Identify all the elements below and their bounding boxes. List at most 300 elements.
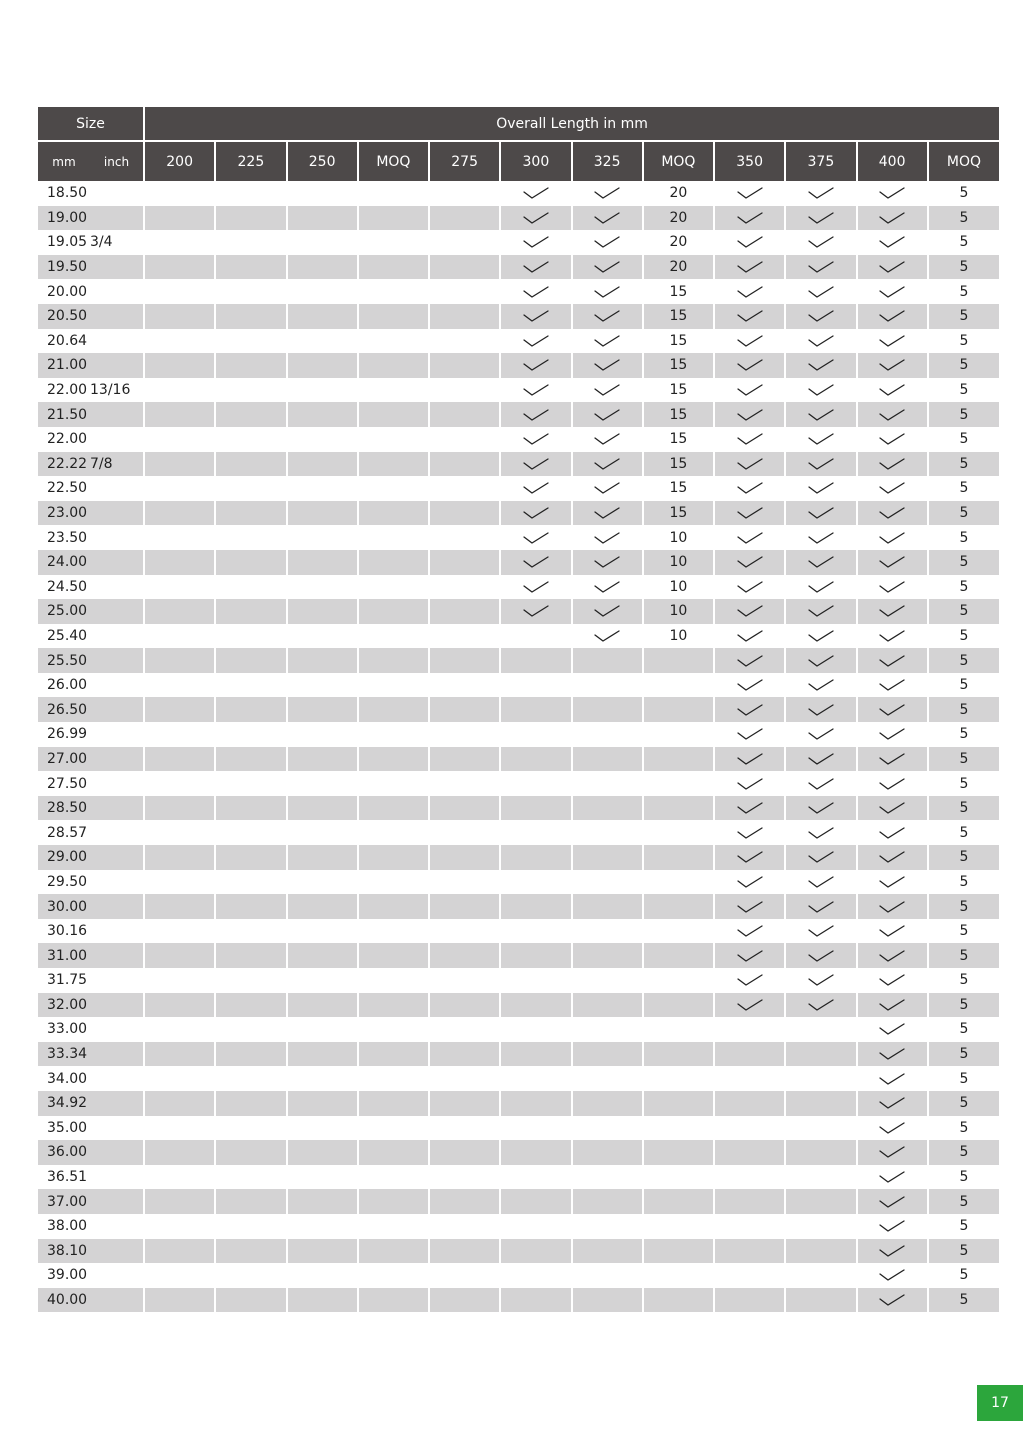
- column-header: MOQ: [643, 141, 714, 181]
- empty-cell: [358, 230, 429, 255]
- table-row: [38, 255, 999, 280]
- moq-cell: 5: [928, 1017, 999, 1042]
- empty-cell: [572, 1017, 643, 1042]
- empty-cell: [500, 673, 571, 698]
- empty-cell: [572, 796, 643, 821]
- check-mark-icon: [879, 654, 905, 668]
- check-mark-icon: [879, 334, 905, 348]
- empty-cell: [215, 452, 286, 477]
- availability-cell: [857, 255, 928, 280]
- empty-cell: [429, 402, 500, 427]
- empty-cell: [287, 255, 358, 280]
- empty-cell: [714, 1042, 785, 1067]
- moq-cell: 5: [928, 771, 999, 796]
- check-mark-icon: [879, 358, 905, 372]
- empty-cell: [358, 181, 429, 206]
- check-mark-icon: [808, 801, 834, 815]
- check-mark-icon: [879, 1022, 905, 1036]
- empty-cell: [429, 501, 500, 526]
- availability-cell: [572, 329, 643, 354]
- empty-cell: [358, 452, 429, 477]
- check-mark-icon: [594, 580, 620, 594]
- size-mm-cell: 21.50: [38, 402, 90, 427]
- empty-cell: [215, 1017, 286, 1042]
- empty-cell: [785, 1263, 856, 1288]
- empty-cell: [429, 624, 500, 649]
- size-mm-cell: 26.50: [38, 697, 90, 722]
- column-header: 300: [500, 141, 571, 181]
- availability-cell: [572, 452, 643, 477]
- availability-cell: [857, 206, 928, 231]
- availability-cell: [572, 599, 643, 624]
- moq-cell: 15: [643, 378, 714, 403]
- size-inch-cell: [90, 181, 144, 206]
- size-mm-cell: 36.00: [38, 1140, 90, 1165]
- empty-cell: [358, 943, 429, 968]
- availability-cell: [857, 1042, 928, 1067]
- size-mm-cell: 34.00: [47, 1070, 88, 1087]
- size-mm-cell: 31.00: [38, 943, 90, 968]
- size-mm-cell: 28.50: [38, 796, 90, 821]
- empty-cell: [785, 1189, 856, 1214]
- empty-cell: [144, 697, 215, 722]
- check-mark-icon: [594, 309, 620, 323]
- empty-cell: [358, 1263, 429, 1288]
- moq-cell: 15: [643, 353, 714, 378]
- size-inch-cell: [90, 870, 144, 895]
- empty-cell: [429, 919, 500, 944]
- table-row: [38, 845, 999, 870]
- empty-cell: [144, 402, 215, 427]
- check-mark-icon: [879, 1145, 905, 1159]
- check-mark-icon: [523, 211, 549, 225]
- empty-cell: [215, 1189, 286, 1214]
- availability-cell: [572, 402, 643, 427]
- check-mark-icon: [737, 703, 763, 717]
- empty-cell: [358, 599, 429, 624]
- empty-cell: [144, 304, 215, 329]
- empty-cell: [144, 894, 215, 919]
- moq-cell: 5: [928, 378, 999, 403]
- check-mark-icon: [879, 1219, 905, 1233]
- empty-cell: [429, 550, 500, 575]
- empty-cell: [287, 1165, 358, 1190]
- table-row: [38, 1288, 999, 1313]
- empty-cell: [358, 575, 429, 600]
- size-mm-cell: 21.00: [38, 353, 90, 378]
- table-row: [38, 181, 999, 206]
- size-mm-cell: 20.64: [47, 332, 88, 349]
- availability-cell: [785, 624, 856, 649]
- check-mark-icon: [879, 629, 905, 643]
- check-mark-icon: [879, 531, 905, 545]
- check-mark-icon: [737, 678, 763, 692]
- check-mark-icon: [594, 235, 620, 249]
- size-mm-cell: 20.00: [47, 283, 88, 300]
- empty-cell: [144, 1288, 215, 1313]
- size-mm-cell: 39.00: [47, 1267, 88, 1284]
- availability-cell: [714, 181, 785, 206]
- check-mark-icon: [594, 629, 620, 643]
- table-row: [38, 353, 999, 378]
- availability-cell: [785, 894, 856, 919]
- table-row: [38, 722, 999, 747]
- availability-cell: [572, 255, 643, 280]
- empty-cell: [785, 1017, 856, 1042]
- availability-cell: [714, 255, 785, 280]
- empty-cell: [572, 1042, 643, 1067]
- availability-cell: [572, 476, 643, 501]
- empty-cell: [572, 1165, 643, 1190]
- check-mark-icon: [737, 309, 763, 323]
- check-mark-icon: [808, 260, 834, 274]
- availability-cell: [857, 1017, 928, 1042]
- check-mark-icon: [523, 186, 549, 200]
- availability-cell: [500, 353, 571, 378]
- size-inch-cell: [90, 845, 144, 870]
- empty-cell: [429, 993, 500, 1018]
- empty-cell: [144, 1239, 215, 1264]
- empty-cell: [500, 771, 571, 796]
- size-mm-cell: 22.00: [47, 431, 88, 448]
- column-header: MOQ: [358, 141, 429, 181]
- empty-cell: [287, 353, 358, 378]
- empty-cell: [643, 894, 714, 919]
- empty-cell: [215, 230, 286, 255]
- availability-cell: [500, 427, 571, 452]
- empty-cell: [572, 722, 643, 747]
- check-mark-icon: [879, 678, 905, 692]
- moq-cell: 20: [643, 181, 714, 206]
- empty-cell: [714, 1239, 785, 1264]
- moq-cell: 5: [928, 1140, 999, 1165]
- empty-cell: [215, 501, 286, 526]
- availability-cell: [857, 1263, 928, 1288]
- moq-cell: 5: [928, 525, 999, 550]
- size-inch-cell: [90, 599, 144, 624]
- check-mark-icon: [879, 875, 905, 889]
- availability-cell: [500, 599, 571, 624]
- empty-cell: [429, 771, 500, 796]
- size-mm-cell: 25.40: [47, 627, 88, 644]
- check-mark-icon: [808, 235, 834, 249]
- empty-cell: [215, 673, 286, 698]
- moq-cell: 5: [928, 1189, 999, 1214]
- availability-cell: [500, 206, 571, 231]
- empty-cell: [144, 993, 215, 1018]
- table-row: [38, 747, 999, 772]
- empty-cell: [215, 894, 286, 919]
- empty-cell: [215, 550, 286, 575]
- availability-cell: [785, 575, 856, 600]
- empty-cell: [287, 993, 358, 1018]
- check-mark-icon: [879, 1195, 905, 1209]
- empty-cell: [643, 1239, 714, 1264]
- moq-cell: 5: [928, 1214, 999, 1239]
- table-row: [38, 919, 999, 944]
- check-mark-icon: [737, 531, 763, 545]
- check-mark-icon: [594, 531, 620, 545]
- moq-cell: 10: [643, 525, 714, 550]
- table-row: [38, 279, 999, 304]
- empty-cell: [714, 1116, 785, 1141]
- empty-cell: [215, 304, 286, 329]
- empty-cell: [358, 673, 429, 698]
- check-mark-icon: [879, 998, 905, 1012]
- availability-cell: [785, 378, 856, 403]
- availability-cell: [857, 304, 928, 329]
- availability-cell: [572, 624, 643, 649]
- check-mark-icon: [737, 826, 763, 840]
- empty-cell: [572, 1091, 643, 1116]
- empty-cell: [714, 1288, 785, 1313]
- availability-cell: [857, 427, 928, 452]
- size-mm-cell: 23.50: [47, 529, 88, 546]
- empty-cell: [429, 1214, 500, 1239]
- size-inch-cell: [90, 968, 144, 993]
- check-mark-icon: [879, 186, 905, 200]
- check-mark-icon: [737, 334, 763, 348]
- empty-cell: [144, 673, 215, 698]
- empty-cell: [572, 771, 643, 796]
- empty-cell: [287, 870, 358, 895]
- check-mark-icon: [879, 1244, 905, 1258]
- size-mm-cell: 33.34: [38, 1042, 90, 1067]
- availability-cell: [857, 722, 928, 747]
- size-mm-cell: 30.00: [38, 894, 90, 919]
- moq-cell: 5: [928, 894, 999, 919]
- availability-cell: [857, 820, 928, 845]
- size-inch-cell: [90, 402, 144, 427]
- empty-cell: [287, 747, 358, 772]
- empty-cell: [287, 673, 358, 698]
- check-mark-icon: [737, 924, 763, 938]
- empty-cell: [500, 845, 571, 870]
- availability-cell: [714, 206, 785, 231]
- size-inch-cell: 3/4: [90, 234, 113, 251]
- size-mm-cell: 26.00: [47, 677, 88, 694]
- availability-cell: [785, 820, 856, 845]
- empty-cell: [643, 771, 714, 796]
- empty-cell: [358, 747, 429, 772]
- availability-cell: [572, 230, 643, 255]
- availability-cell: [500, 402, 571, 427]
- size-inch-cell: [90, 550, 144, 575]
- size-mm-cell: 19.50: [38, 255, 90, 280]
- empty-cell: [429, 452, 500, 477]
- empty-cell: [215, 845, 286, 870]
- availability-cell: [785, 452, 856, 477]
- size-inch-cell: [90, 697, 144, 722]
- availability-cell: [857, 501, 928, 526]
- empty-cell: [287, 427, 358, 452]
- availability-cell: [500, 452, 571, 477]
- empty-cell: [358, 1116, 429, 1141]
- empty-cell: [572, 943, 643, 968]
- empty-cell: [643, 1091, 714, 1116]
- moq-cell: 5: [928, 1042, 999, 1067]
- empty-cell: [572, 1263, 643, 1288]
- availability-cell: [857, 1116, 928, 1141]
- empty-cell: [358, 206, 429, 231]
- size-inch-cell: [90, 476, 144, 501]
- table-row: [38, 1214, 999, 1239]
- empty-cell: [358, 402, 429, 427]
- availability-cell: [857, 993, 928, 1018]
- table-row: [38, 476, 999, 501]
- moq-cell: 5: [928, 993, 999, 1018]
- availability-cell: [785, 230, 856, 255]
- table-row: [38, 648, 999, 673]
- availability-cell: [857, 476, 928, 501]
- check-mark-icon: [808, 334, 834, 348]
- size-inch-cell: [90, 894, 144, 919]
- empty-cell: [785, 1239, 856, 1264]
- empty-cell: [287, 722, 358, 747]
- availability-cell: [714, 673, 785, 698]
- moq-cell: 5: [928, 747, 999, 772]
- availability-cell: [500, 304, 571, 329]
- empty-cell: [643, 820, 714, 845]
- empty-cell: [500, 747, 571, 772]
- check-mark-icon: [523, 285, 549, 299]
- check-mark-icon: [594, 383, 620, 397]
- availability-cell: [857, 353, 928, 378]
- empty-cell: [287, 575, 358, 600]
- empty-cell: [500, 993, 571, 1018]
- empty-cell: [144, 550, 215, 575]
- availability-cell: [714, 353, 785, 378]
- availability-cell: [785, 722, 856, 747]
- availability-cell: [857, 796, 928, 821]
- availability-cell: [785, 402, 856, 427]
- check-mark-icon: [808, 752, 834, 766]
- empty-cell: [287, 1042, 358, 1067]
- moq-cell: 5: [928, 501, 999, 526]
- availability-cell: [857, 943, 928, 968]
- empty-cell: [785, 1116, 856, 1141]
- availability-cell: [785, 476, 856, 501]
- availability-cell: [572, 525, 643, 550]
- empty-cell: [358, 722, 429, 747]
- availability-cell: [714, 624, 785, 649]
- moq-cell: 5: [928, 820, 999, 845]
- empty-cell: [714, 1189, 785, 1214]
- empty-cell: [358, 1165, 429, 1190]
- availability-cell: [572, 550, 643, 575]
- availability-cell: [857, 329, 928, 354]
- empty-cell: [643, 796, 714, 821]
- empty-cell: [429, 697, 500, 722]
- moq-cell: 5: [928, 919, 999, 944]
- size-table: [38, 107, 999, 1312]
- empty-cell: [287, 1239, 358, 1264]
- moq-cell: 5: [928, 870, 999, 895]
- empty-cell: [215, 181, 286, 206]
- availability-cell: [857, 402, 928, 427]
- check-mark-icon: [879, 949, 905, 963]
- empty-cell: [215, 206, 286, 231]
- empty-cell: [429, 230, 500, 255]
- table-row: [38, 968, 999, 993]
- availability-cell: [714, 845, 785, 870]
- availability-cell: [714, 968, 785, 993]
- empty-cell: [287, 206, 358, 231]
- check-mark-icon: [879, 727, 905, 741]
- empty-cell: [358, 255, 429, 280]
- empty-cell: [429, 1263, 500, 1288]
- size-mm-cell: 29.00: [38, 845, 90, 870]
- empty-cell: [572, 697, 643, 722]
- empty-cell: [643, 845, 714, 870]
- availability-cell: [857, 747, 928, 772]
- size-mm-cell: 24.50: [47, 578, 88, 595]
- moq-cell: 5: [928, 575, 999, 600]
- moq-cell: 5: [928, 796, 999, 821]
- empty-cell: [572, 747, 643, 772]
- empty-cell: [215, 476, 286, 501]
- empty-cell: [643, 1017, 714, 1042]
- check-mark-icon: [737, 481, 763, 495]
- empty-cell: [714, 1091, 785, 1116]
- check-mark-icon: [808, 506, 834, 520]
- size-mm-cell: 36.51: [47, 1169, 88, 1186]
- check-mark-icon: [879, 1170, 905, 1184]
- check-mark-icon: [808, 211, 834, 225]
- table-row: [38, 673, 999, 698]
- check-mark-icon: [879, 211, 905, 225]
- moq-cell: 5: [928, 279, 999, 304]
- availability-cell: [500, 501, 571, 526]
- empty-cell: [287, 771, 358, 796]
- check-mark-icon: [879, 924, 905, 938]
- size-inch-cell: [90, 796, 144, 821]
- size-inch-cell: [90, 1042, 144, 1067]
- check-mark-icon: [594, 285, 620, 299]
- empty-cell: [144, 525, 215, 550]
- availability-cell: [857, 845, 928, 870]
- size-inch-cell: [90, 1066, 144, 1091]
- empty-cell: [144, 1042, 215, 1067]
- empty-cell: [429, 1239, 500, 1264]
- availability-cell: [857, 1066, 928, 1091]
- check-mark-icon: [808, 309, 834, 323]
- empty-cell: [714, 1140, 785, 1165]
- availability-cell: [500, 230, 571, 255]
- check-mark-icon: [737, 506, 763, 520]
- empty-cell: [144, 427, 215, 452]
- check-mark-icon: [808, 285, 834, 299]
- empty-cell: [144, 796, 215, 821]
- empty-cell: [500, 1042, 571, 1067]
- size-inch-cell: [90, 255, 144, 280]
- availability-cell: [500, 181, 571, 206]
- check-mark-icon: [879, 506, 905, 520]
- empty-cell: [500, 796, 571, 821]
- empty-cell: [643, 1066, 714, 1091]
- availability-cell: [785, 279, 856, 304]
- column-header: 275: [429, 141, 500, 181]
- availability-cell: [857, 1189, 928, 1214]
- empty-cell: [572, 673, 643, 698]
- size-inch-cell: [90, 1189, 144, 1214]
- size-inch-cell: [90, 1263, 144, 1288]
- check-mark-icon: [879, 973, 905, 987]
- availability-cell: [714, 329, 785, 354]
- size-mm-cell: 23.00: [38, 501, 90, 526]
- empty-cell: [144, 501, 215, 526]
- empty-cell: [429, 427, 500, 452]
